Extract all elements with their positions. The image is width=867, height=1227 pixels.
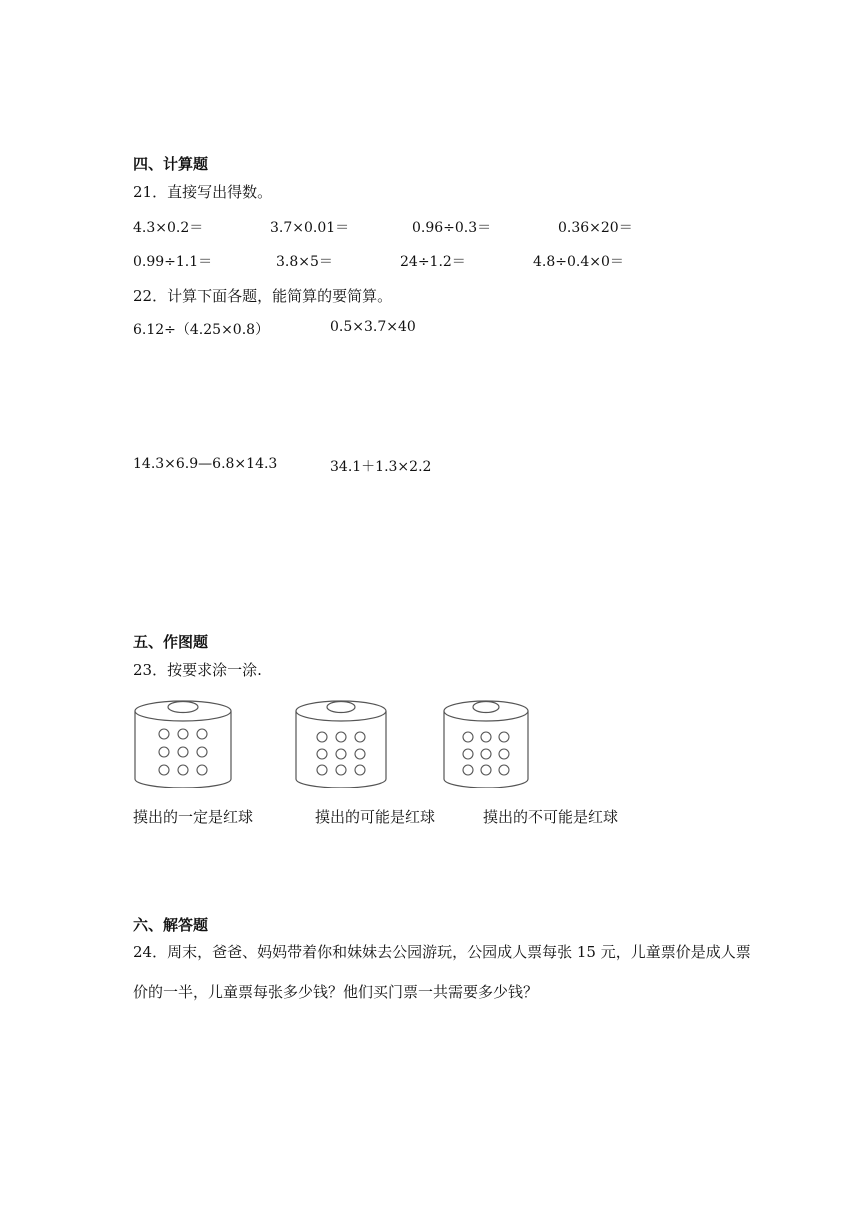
box-caption: 摸出的可能是红球 [315,808,436,826]
section-4-title: 四、计算题 [133,155,209,173]
calc-item: 3.8×5＝ [276,254,333,270]
ball-box [134,692,232,788]
ball-group [317,732,365,775]
calc-item: 0.99÷1.1＝ [133,254,213,270]
simplify-item: 34.1＋1.3×2.2 [330,459,432,475]
simplify-item: 6.12÷（4.25×0.8） [133,322,270,338]
question-22-prompt: 22．计算下面各题，能简算的要简算。 [133,287,393,305]
question-24-text: 24．周末，爸爸、妈妈带着你和妹妹去公园游玩，公园成人票每张 15 元，儿童票价是成人票价的一半，儿童票每张多少钱？他们买门票一共需要多少钱？ [133,943,751,1001]
ball-group [159,729,207,775]
calc-item: 24÷1.2＝ [400,254,466,270]
box-caption: 摸出的一定是红球 [133,808,254,826]
ball-box [443,692,529,788]
box-caption: 摸出的不可能是红球 [483,808,619,826]
simplify-item: 14.3×6.9—6.8×14.3 [133,456,278,472]
section-6-title: 六、解答题 [133,916,209,934]
calc-item: 0.36×20＝ [558,220,633,236]
ball-group [463,732,509,775]
ball-box [295,692,387,788]
section-5-title: 五、作图题 [133,633,209,651]
question-21-prompt: 21．直接写出得数。 [133,183,273,201]
calc-item: 4.3×0.2＝ [133,220,204,236]
question-23-prompt: 23．按要求涂一涂. [133,661,262,679]
calc-item: 4.8÷0.4×0＝ [533,254,624,270]
calc-item: 3.7×0.01＝ [270,220,350,236]
calc-item: 0.96÷0.3＝ [412,220,492,236]
simplify-item: 0.5×3.7×40 [330,319,416,335]
